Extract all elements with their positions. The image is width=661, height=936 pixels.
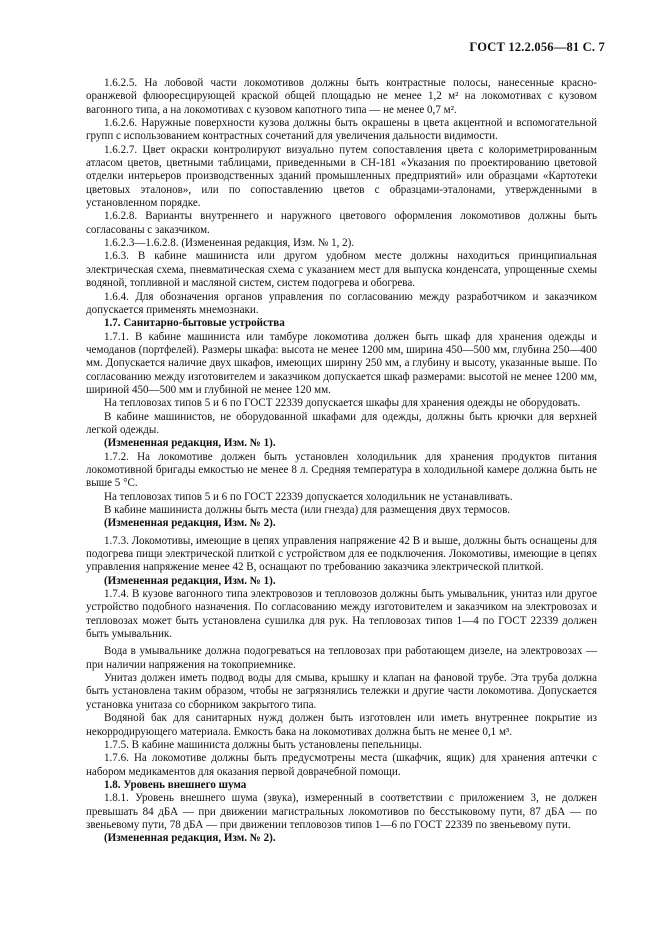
amendment-note: 1.6.2.3—1.6.2.8. (Измененная редакция, Изм. № 1, 2). (104, 237, 355, 250)
paragraph-1-7-1: 1.7.1. В кабине машиниста или тамбуре локомотива должен быть шкаф для хранения одежды и чемоданов (портфелей). Размеры шкафа: высота не менее 1200 мм, ширина 450—500 мм, глубина 250—400 мм. Допускается наличие двух шкафов, имеющих ширину 250 мм, а глубину и высоту, указанные выше. По согласованию между изготовителем и заказчиком допускается шкаф размерами: высотой не менее 1200 мм, шириной 450—500 мм и глубиной не менее 120 мм. (86, 330, 597, 396)
paragraph-1-7-6: 1.7.6. На локомотиве должны быть предусмотрены места (шкафчик, ящик) для хранения аптечки с набором медикаментов для оказания первой доврачебной помощи. (86, 752, 597, 778)
amendment-note: (Измененная редакция, Изм. № 1). (104, 437, 276, 450)
page-body (86, 77, 597, 846)
paragraph-1-7-4-note-b: Унитаз должен иметь подвод воды для смыва, крышку и клапан на фановой трубе. Эта труба должна быть установлена таким образом, чтобы не загрязнялись тележки и другие части локомотива. Допускается установка унитаза со сборником закрытого типа. (86, 672, 597, 711)
paragraph-1-7-2-note-a: На тепловозах типов 5 и 6 по ГОСТ 22339 допускается холодильник не устанавливать. (104, 490, 513, 503)
paragraph-1-7-4: 1.7.4. В кузове вагонного типа электровозов и тепловозов должны быть умывальник, унитаз или другое устройство подобного назначения. По согласованию между изготовителем и заказчиком на электровозах и тепловозах может быть установлена сушилка для рук. На тепловозах типов 1—4 по ГОСТ 22339 должен быть умывальник. (86, 588, 597, 641)
paragraph-1-7-1-note-a: На тепловозах типов 5 и 6 по ГОСТ 22339 допускается шкафы для хранения одежды не оборудовать. (104, 397, 581, 410)
paragraph-1-7-4-note-c: Водяной бак для санитарных нужд должен быть изготовлен или иметь внутреннее покрытие из некорродирующего материала. Емкость бака на локомотивах должна быть не менее 0,1 м³. (86, 712, 597, 738)
paragraph-1-6-2-5: 1.6.2.5. На лобовой части локомотивов должны быть контрастные полосы, нанесенные красно-оранжевой флюоресцирующей краской общей площадью не менее 1,2 м² на локомотивах с кузовом вагонного типа, а на локомотивах с кузовом капотного типа — не менее 0,7 м². (86, 77, 597, 116)
paragraph-1-6-2-6: 1.6.2.6. Наружные поверхности кузова должны быть окрашены в цвета акцентной и вспомогательной групп с использованием контрастных сочетаний для увеличения дальности видимости. (86, 117, 597, 143)
paragraph-1-7-5: 1.7.5. В кабине машиниста должны быть установлены пепельницы. (104, 738, 422, 751)
section-heading-1-7: 1.7. Санитарно-бытовые устройства (104, 317, 285, 330)
section-heading-1-8: 1.8. Уровень внешнего шума (104, 778, 247, 791)
amendment-note: (Измененная редакция, Изм. № 2). (104, 517, 276, 530)
paragraph-1-8-1: 1.8.1. Уровень внешнего шума (звука), измеренный в соответствии с приложением 3, не должен превышать 84 дБА — при движении магистральных локомотивов по бесстыковому пути, 87 дБА — по звеньевому пути, 78 дБА — при движении тепловозов типов 1—6 по ГОСТ 22339 по звеньевому пути. (86, 792, 597, 831)
paragraph-1-7-3: 1.7.3. Локомотивы, имеющие в цепях управления напряжение 42 В и выше, должны быть оснащены для подогрева пищи электрической плиткой с устройством для ее подключения. Локомотивы, имеющие в цепях управления напряжение менее 42 В, оснащают по требованию заказчика электрической плиткой. (86, 534, 597, 574)
paragraph-1-6-3: 1.6.3. В кабине машиниста или другом удобном месте должны находиться принципиальная электрическая схема, пневматическая схема с указанием мест для выпуска конденсата, упрощенные схемы водяной, топливной и масляной систем, систем подогрева и обогрева. (86, 250, 597, 290)
paragraph-1-7-2-note-b: В кабине машиниста должны быть места (или гнезда) для размещения двух термосов. (104, 504, 511, 516)
paragraph-1-7-4-note-a: Вода в умывальнике должна подогреваться на тепловозах при работающем дизеле, на электровозах — при наличии напряжения на токоприемнике. (86, 645, 597, 671)
paragraph-1-7-1-note-b: В кабине машинистов, не оборудованной шкафами для одежды, должны быть крючки для верхней легкой одежды. (86, 410, 597, 436)
amendment-note: (Измененная редакция, Изм. № 2). (104, 832, 276, 845)
paragraph-1-7-2: 1.7.2. На локомотиве должен быть установлен холодильник для хранения продуктов питания локомотивной бригады емкостью не менее 8 л. Средняя температура в холодильной камере должна быть не выше 5 °С. (86, 450, 597, 490)
paragraph-1-6-2-7: 1.6.2.7. Цвет окраски контролируют визуально путем сопоставления цвета с колориметрированным атласом цветов, цветными таблицами, приведенными в СН-181 «Указания по проектированию цветовой отделки интерьеров производственных зданий промышленных предприятий» или образцами «Картотеки цветовых эталонов», или по сопоставлению цветов с образцами-эталонами, утвержденными в установленном порядке. (86, 143, 597, 210)
paragraph-1-6-2-8: 1.6.2.8. Варианты внутреннего и наружного цветового оформления локомотивов должны быть согласованы с заказчиком. (86, 210, 597, 236)
page-header: ГОСТ 12.2.056—81 С. 7 (469, 40, 605, 54)
paragraph-1-6-4: 1.6.4. Для обозначения органов управления по согласованию между разработчиком и заказчиком допускается применять мнемознаки. (86, 290, 597, 316)
amendment-note: (Измененная редакция, Изм. № 1). (104, 574, 276, 587)
